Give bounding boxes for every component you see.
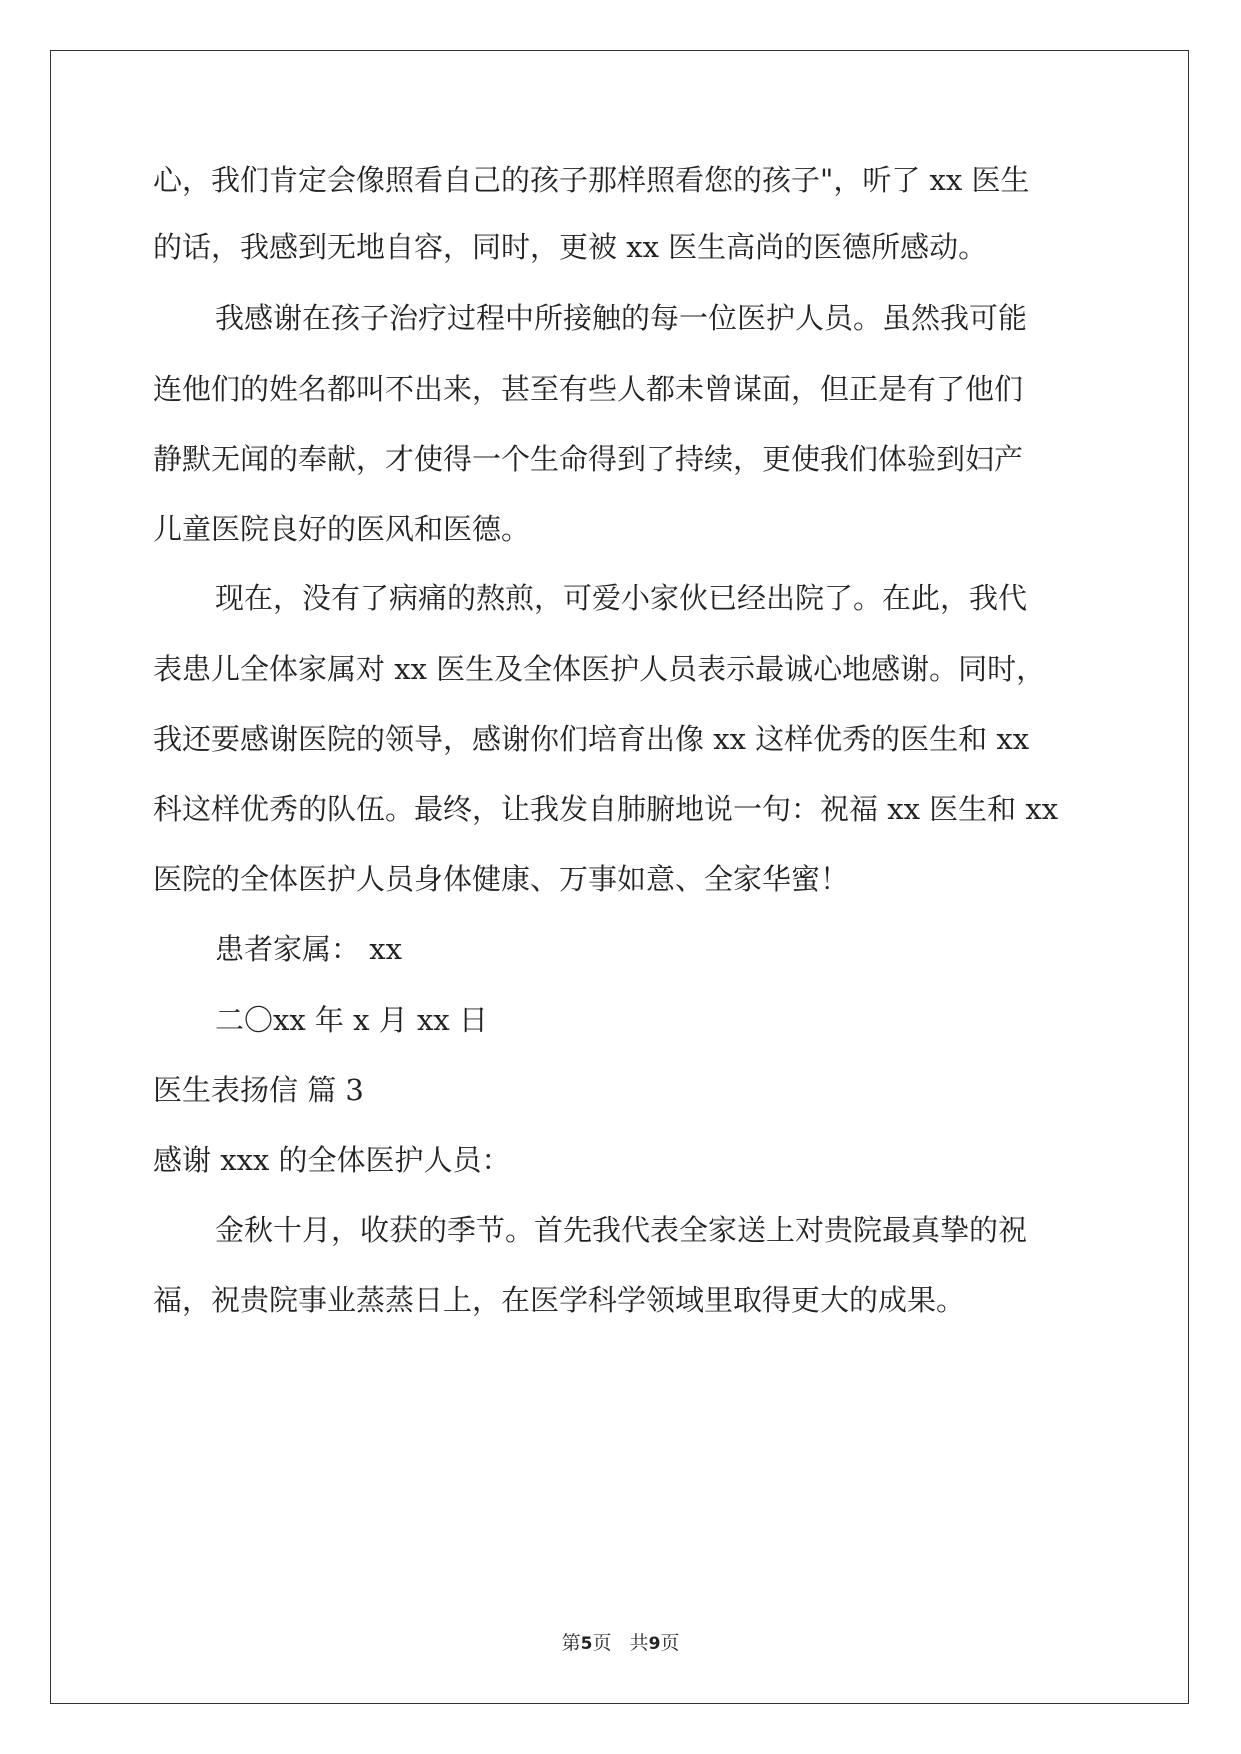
text-line: 表患儿全体家属对 xx 医生及全体医护人员表示最诚心地感谢。同时， <box>153 652 1046 686</box>
footer-prefix: 第 <box>561 1632 581 1654</box>
total-page-number: 9 <box>648 1634 661 1654</box>
section-heading: 医生表扬信 篇 3 <box>153 1073 364 1107</box>
paragraph-start: 现在，没有了病痛的熬煎，可爱小家伙已经出院了。在此，我代 <box>215 581 1028 615</box>
text-line: 的话，我感到无地自容，同时，更被 xx 医生高尚的医德所感动。 <box>153 230 988 264</box>
text-line: 连他们的姓名都叫不出来，甚至有些人都未曾谋面，但正是有了他们 <box>153 372 1024 406</box>
text-line: 医院的全体医护人员身体健康、万事如意、全家华蜜！ <box>153 862 850 896</box>
salutation: 感谢 xxx 的全体医护人员： <box>153 1143 511 1177</box>
page-footer <box>0 1628 1241 1655</box>
paragraph-start: 我感谢在孩子治疗过程中所接触的每一位医护人员。虽然我可能 <box>215 301 1028 335</box>
current-page-number: 5 <box>580 1634 593 1654</box>
signature-line: 患者家属： xx <box>215 932 402 966</box>
paragraph-start: 金秋十月，收获的季节。首先我代表全家送上对贵院最真挚的祝 <box>215 1213 1028 1247</box>
text-line: 我还要感谢医院的领导，感谢你们培育出像 xx 这样优秀的医生和 xx <box>153 722 1030 756</box>
date-line: 二〇xx 年 x 月 xx 日 <box>215 1003 488 1037</box>
text-line: 福，祝贵院事业蒸蒸日上，在医学科学领域里取得更大的成果。 <box>153 1283 966 1317</box>
text-line: 静默无闻的奉献，才使得一个生命得到了持续，更使我们体验到妇产 <box>153 442 1024 476</box>
text-line: 儿童医院良好的医风和医德。 <box>153 512 531 546</box>
text-line: 心，我们肯定会像照看自己的孩子那样照看您的孩子"，听了 xx 医生 <box>153 163 1030 197</box>
footer-middle: 页 共 <box>592 1632 649 1654</box>
footer-suffix: 页 <box>660 1632 680 1654</box>
text-line: 科这样优秀的队伍。最终，让我发自肺腑地说一句：祝福 xx 医生和 xx <box>153 792 1059 826</box>
